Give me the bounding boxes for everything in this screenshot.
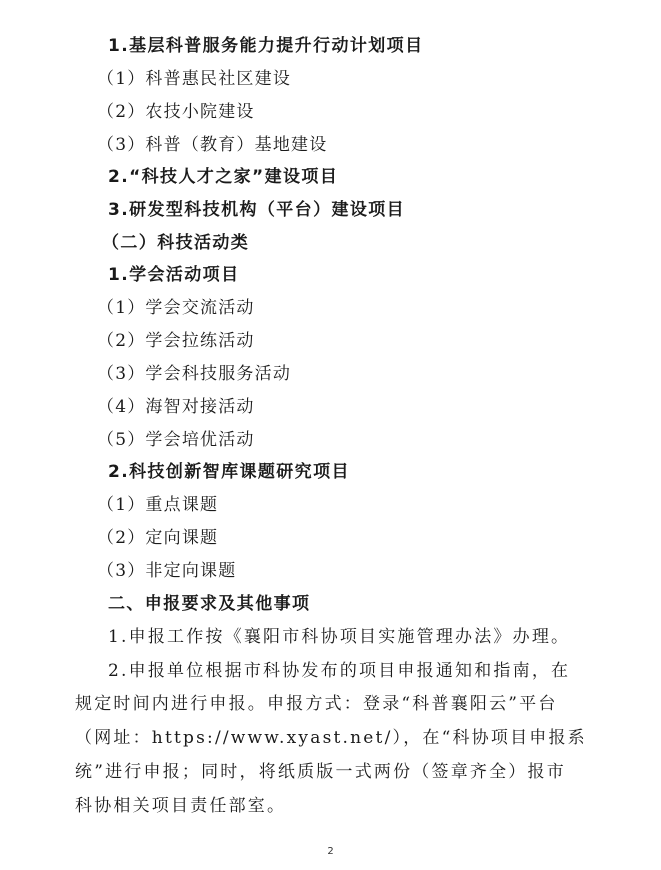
sub-item: （2）学会拉练活动 [97,331,255,351]
sub-item: （3）非定向课题 [97,561,237,581]
sub-item: （4）海智对接活动 [97,397,255,417]
heading-item-1: 1.学会活动项目 [108,265,240,285]
section-heading: 二、申报要求及其他事项 [108,594,311,614]
sub-item: （2）定向课题 [97,528,219,548]
body-paragraph-2-line: 统”进行申报；同时，将纸质版一式两份（签章齐全）报市 [75,762,566,782]
sub-item: （1）科普惠民社区建设 [97,69,292,89]
sub-item: （1）学会交流活动 [97,298,255,318]
body-paragraph-2-line: 2.申报单位根据市科协发布的项目申报通知和指南，在 [108,661,571,681]
body-paragraph-1: 1.申报工作按《襄阳市科协项目实施管理办法》办理。 [108,627,571,647]
heading-item-3: 3.研发型科技机构（平台）建设项目 [108,200,406,220]
body-paragraph-2-line: 科协相关项目责任部室。 [75,796,287,816]
body-paragraph-2-line: 规定时间内进行申报。申报方式：登录“科普襄阳云”平台 [75,694,558,714]
sub-item: （2）农技小院建设 [97,102,255,122]
heading-item-2: 2.“科技人才之家”建设项目 [108,167,339,187]
body-paragraph-2-line: （网址：https://www.xyast.net/），在“科协项目申报系 [75,728,587,748]
page-number: 2 [327,846,334,857]
sub-item: （3）学会科技服务活动 [97,364,292,384]
heading-item-1: 1.基层科普服务能力提升行动计划项目 [108,36,424,56]
sub-item: （5）学会培优活动 [97,430,255,450]
heading-item-2: 2.科技创新智库课题研究项目 [108,462,350,482]
sub-item: （3）科普（教育）基地建设 [97,135,328,155]
section-heading: （二）科技活动类 [102,233,250,253]
sub-item: （1）重点课题 [97,495,219,515]
